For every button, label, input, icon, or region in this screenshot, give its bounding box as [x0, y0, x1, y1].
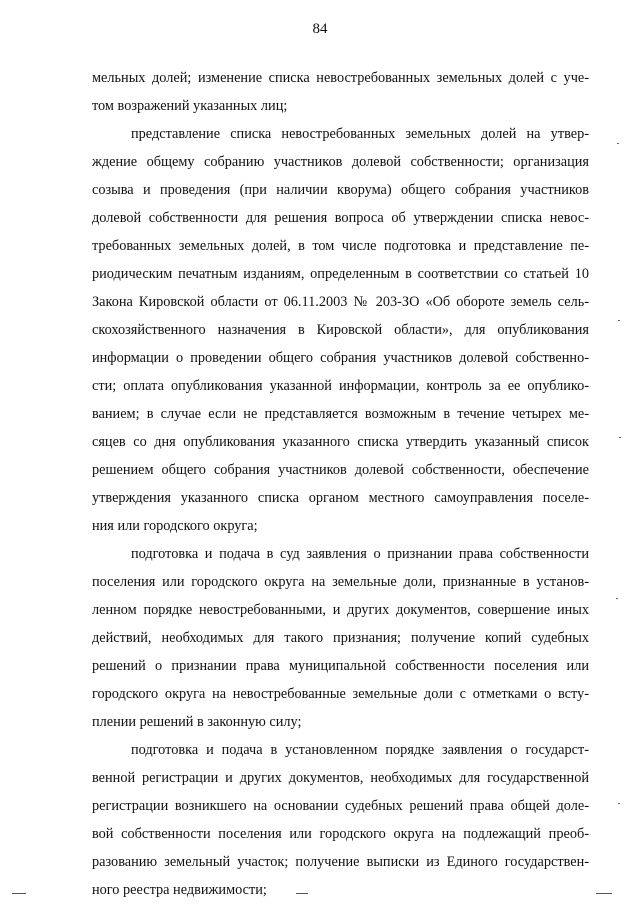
scan-speck: [617, 143, 619, 144]
text-line-27: регистрации возникшего на основании судебных решений права общей доле-: [92, 798, 589, 814]
text-line-22: решений о признании права муниципальной собственности поселения или: [92, 658, 589, 674]
text-line-7: требованных земельных долей, в том числе подготовка и представление пе-: [92, 238, 589, 254]
text-line-4: ждение общему собранию участников долевой собственности; организация: [92, 154, 589, 170]
text-line-30: ного реестра недвижимости;: [92, 882, 267, 898]
text-line-19: поселения или городского округа на земельные доли, признанные в установ-: [92, 574, 589, 590]
text-line-16: утверждения указанного списка органом местного самоуправления поселе-: [92, 490, 589, 506]
text-line-25: подготовка и подача в установленном порядке заявления о государст-: [131, 742, 589, 758]
text-line-6: долевой собственности для решения вопроса об утверждении списка невос-: [92, 210, 589, 226]
text-line-20: ленном порядке невостребованными, и других документов, совершение иных: [92, 602, 589, 618]
text-line-26: венной регистрации и других документов, необходимых для государственной: [92, 770, 589, 786]
text-line-24: плении решений в законную силу;: [92, 714, 302, 730]
text-line-1: мельных долей; изменение списка невостребованных земельных долей с уче-: [92, 70, 589, 86]
text-line-18: подготовка и подача в суд заявления о признании права собственности: [131, 546, 589, 562]
text-line-11: информации о проведении общего собрания участников долевой собственно-: [92, 350, 589, 366]
text-line-5: созыва и проведения (при наличии кворума) общего собрания участников: [92, 182, 589, 198]
text-line-14: сяцев со дня опубликования указанного списка утвердить указанный список: [92, 434, 589, 450]
text-line-2: том возражений указанных лиц;: [92, 98, 288, 114]
scan-mark-bottom-right: [596, 893, 612, 894]
text-line-15: решением общего собрания участников долевой собственности, обеспечение: [92, 462, 589, 478]
scan-mark-bottom-center: [296, 893, 308, 894]
text-line-28: вой собственности поселения или городского округа на подлежащий преоб-: [92, 826, 589, 842]
text-line-10: скохозяйственного назначения в Кировской области», для опубликования: [92, 322, 589, 338]
text-line-13: ванием; в случае если не представляется возможным в течение четырех ме-: [92, 406, 589, 422]
text-line-3: представление списка невостребованных земельных долей на утвер-: [131, 126, 589, 142]
scan-speck: [618, 320, 620, 321]
text-line-23: городского округа на невостребованные земельные доли с отметками о всту-: [92, 686, 589, 702]
text-line-21: действий, необходимых для такого признания; получение копий судебных: [92, 630, 589, 646]
scan-mark-bottom-left: [12, 893, 26, 894]
scan-speck: [616, 598, 618, 599]
text-line-29: разованию земельный участок; получение выписки из Единого государствен-: [92, 854, 589, 870]
scan-speck: [618, 803, 620, 804]
text-line-8: риодическим печатным изданиям, определенным в соответствии со статьей 10: [92, 266, 589, 282]
text-line-17: ния или городского округа;: [92, 518, 258, 534]
scan-speck: [619, 437, 621, 438]
text-line-9: Закона Кировской области от 06.11.2003 № 203-ЗО «Об обороте земель сель-: [92, 294, 589, 310]
text-line-12: сти; оплата опубликования указанной информации, контроль за ее опублико-: [92, 378, 589, 394]
page-number: 84: [312, 21, 328, 37]
